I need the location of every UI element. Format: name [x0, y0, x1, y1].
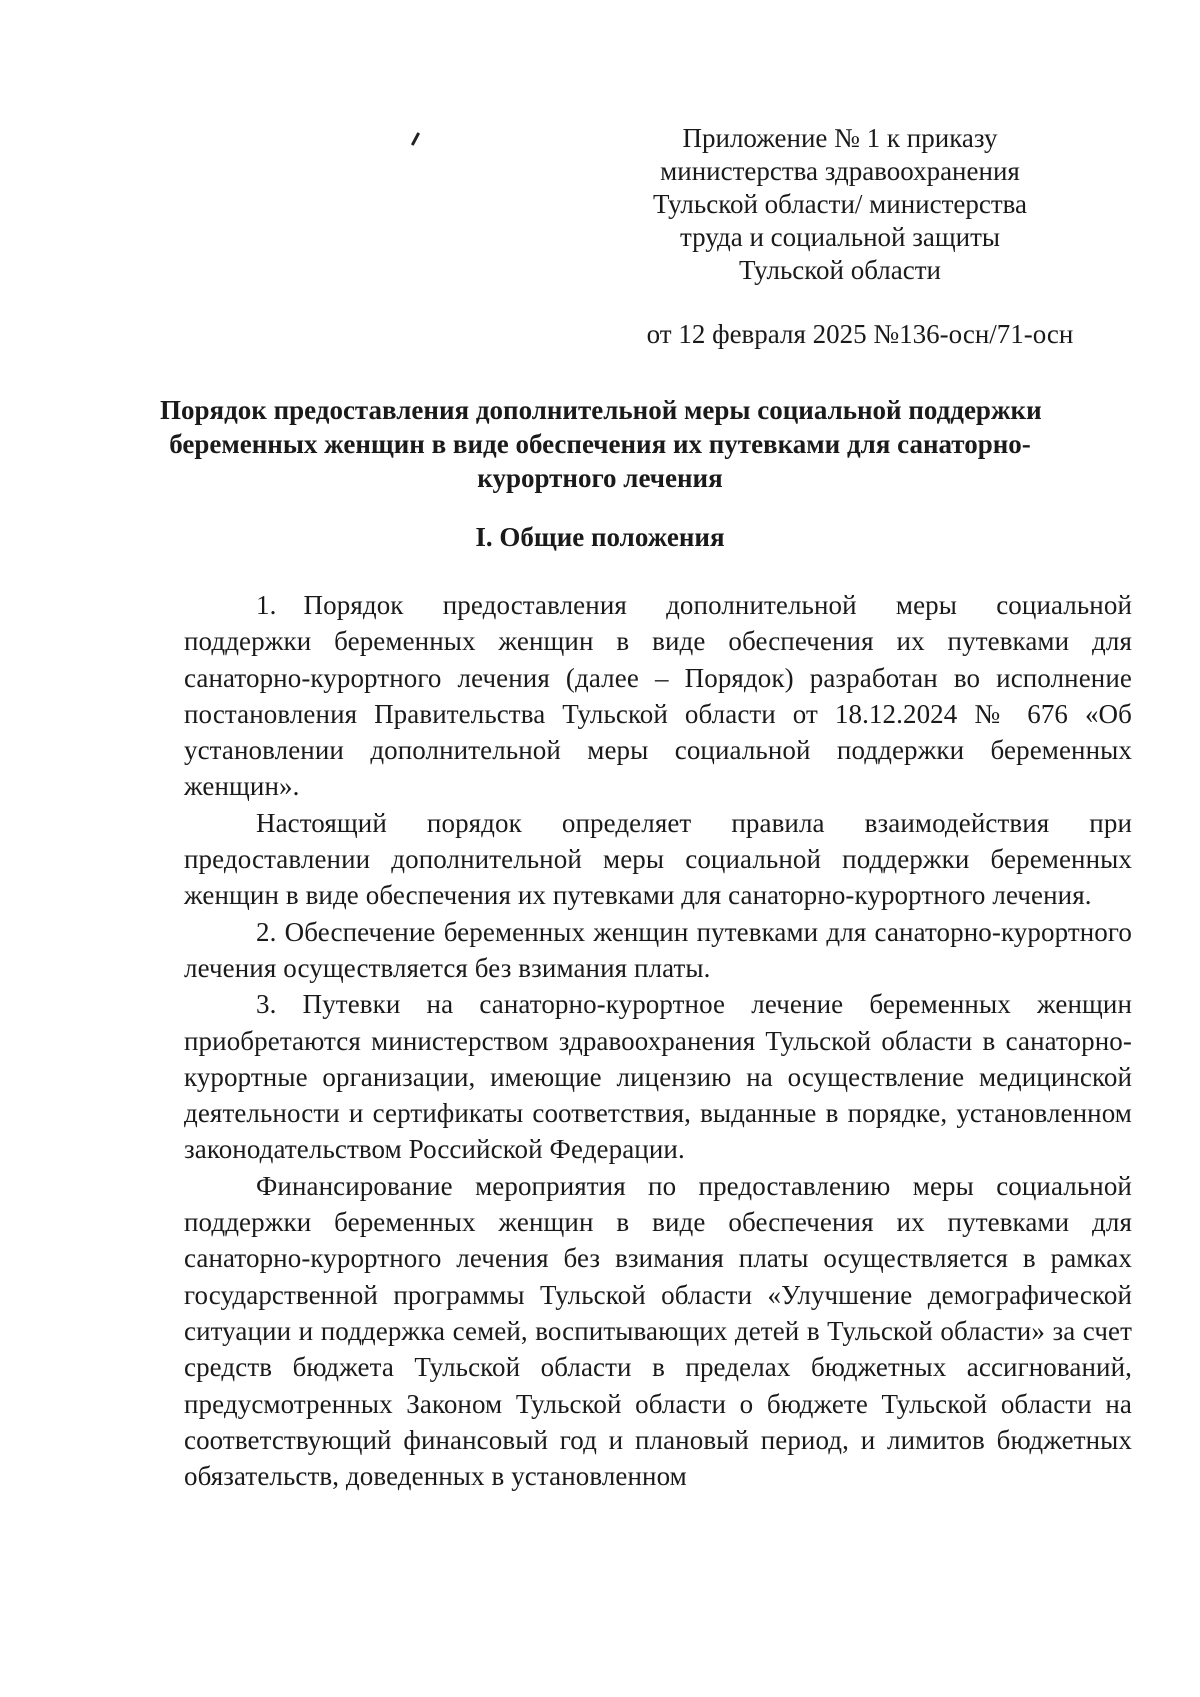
paragraph: 3. Путевки на санаторно-курортное лечение беременных женщин приобретаются министерством здравоохранения Тульской области в санаторно-курортные организации, имеющие лицензию на осуществление медицинской деятельности и сертификаты соответствия, выданные в порядке, установленном законодательством Российской Федерации. [184, 989, 1132, 1165]
paragraph: 1. Порядок предоставления дополнительной меры социальной поддержки беременных женщин в виде обеспечения их путевками для санаторно-курортного лечения (далее – Порядок) разработан во исполнение постановления Правительства Тульской области от 18.12.2024 № 676 «Об установлении дополнительной меры социальной поддержки беременных женщин». [184, 590, 1132, 802]
title-line: беременных женщин в виде обеспечения их путевками для санаторно- [169, 429, 1031, 459]
paragraph: Финансирование мероприятия по предоставлению меры социальной поддержки беременных женщин в виде обеспечения их путевками для санаторно-курортного лечения без взимания платы осуществляется в рамках государственной программы Тульской области «Улучшение демографической ситуации и поддержка семей, воспитывающих детей в Тульской области» за счет средств бюджета Тульской области в пределах бюджетных ассигнований, предусмотренных Законом Тульской области о бюджете Тульской области на соответствующий финансовый год и плановый период, и лимитов бюджетных обязательств, доведенных в установленном [184, 1170, 1132, 1492]
appendix-line: труда и социальной защиты [679, 222, 1001, 252]
appendix-line: Приложение № 1 к приказу [682, 123, 998, 153]
appendix-line: Тульской области/ министерства [652, 189, 1028, 219]
title-line: курортного лечения [477, 463, 723, 493]
paragraph: Настоящий порядок определяет правила взаимодействия при предоставлении дополнительной меры социальной поддержки беременных женщин в виде обеспечения их путевками для санаторно-курортного лечения. [184, 807, 1132, 911]
appendix-line: Тульской области [739, 255, 941, 285]
section-heading: I. Общие положения [475, 522, 725, 552]
paragraph: 2. Обеспечение беременных женщин путевками для санаторно-курортного лечения осуществляется без взимания платы. [184, 916, 1132, 983]
appendix-line: министерства здравоохранения [660, 156, 1020, 186]
document-body [184, 587, 1132, 1494]
scan-artifact-mark [411, 132, 420, 146]
title-line: Порядок предоставления дополнительной меры социальной поддержки [160, 395, 1042, 425]
document-title [160, 393, 1040, 495]
order-date: от 12 февраля 2025 №136-осн/71-осн [646, 319, 1074, 349]
appendix-header [600, 122, 1080, 287]
